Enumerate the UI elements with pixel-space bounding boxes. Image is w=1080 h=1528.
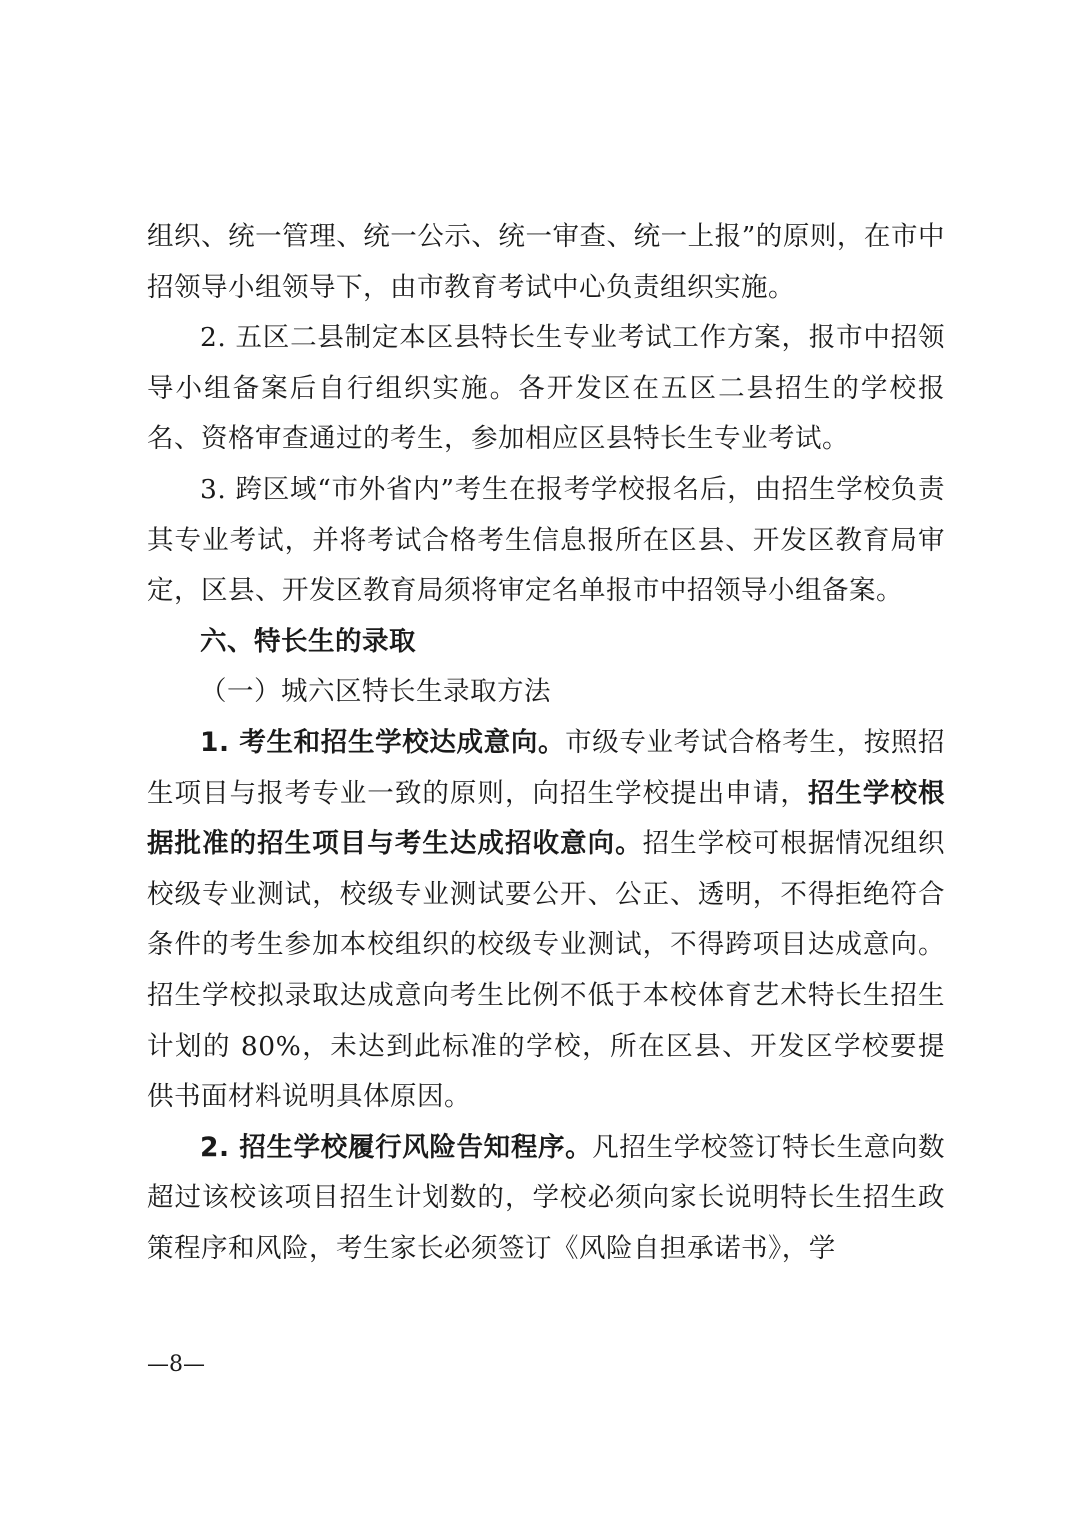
paragraph-item-3: 3. 跨区域“市外省内”考生在报考学校报名后，由招生学校负责其专业考试，并将考试合格考生信息报所在区县、开发区教育局审定，区县、开发区教育局须将审定名单报市中招领导小组备案。 [147,473,945,607]
paragraph-continuation: 组织、统一管理、统一公示、统一审查、统一上报”的原则，在市中招领导小组领导下，由市教育考试中心负责组织实施。 [147,221,945,303]
lead-bold-text: 2. 招生学校履行风险告知程序。 [200,1131,593,1163]
body-text-segment: 市级专业考试合格考生，按照招生项目与报考专业一致的原则，向招生学校提出申请， [147,726,946,809]
subsection-heading: （一）城六区特长生录取方法 [200,676,551,708]
paragraph-admission-intent [147,718,945,1123]
body-text-segment: 招生学校可根据情况组织校级专业测试，校级专业测试要公开、公正、透明，不得拒绝符合条件的考生参加本校组织的校级专业测试，不得跨项目达成意向。招生学校拟录取达成意向考生比例不低于本校体育艺术特长生招生计划的 80%，未达到此标准的学校，所在区县、开发区学校要提供书面材料说明具体原因。 [147,828,946,1113]
document-body [147,212,945,1274]
body-text-segment: 凡招生学校签订特长生意向数超过该校该项目招生计划数的，学校必须向家长说明特长生招生政策程序和风险，考生家长必须签订《风险自担承诺书》，学 [147,1131,946,1264]
paragraph-risk-notice [147,1123,945,1275]
section-heading: 六、特长生的录取 [200,625,416,657]
page-number: —8— [147,1352,205,1377]
lead-bold-text: 1. 考生和招生学校达成意向。 [200,726,566,758]
paragraph-item-2: 2. 五区二县制定本区县特长生专业考试工作方案，报市中招领导小组备案后自行组织实施。各开发区在五区二县招生的学校报名、资格审查通过的考生，参加相应区县特长生专业考试。 [147,322,945,455]
inline-bold-text: 招生学校根据批准的招生项目与考生达成招收意向。 [147,777,946,860]
